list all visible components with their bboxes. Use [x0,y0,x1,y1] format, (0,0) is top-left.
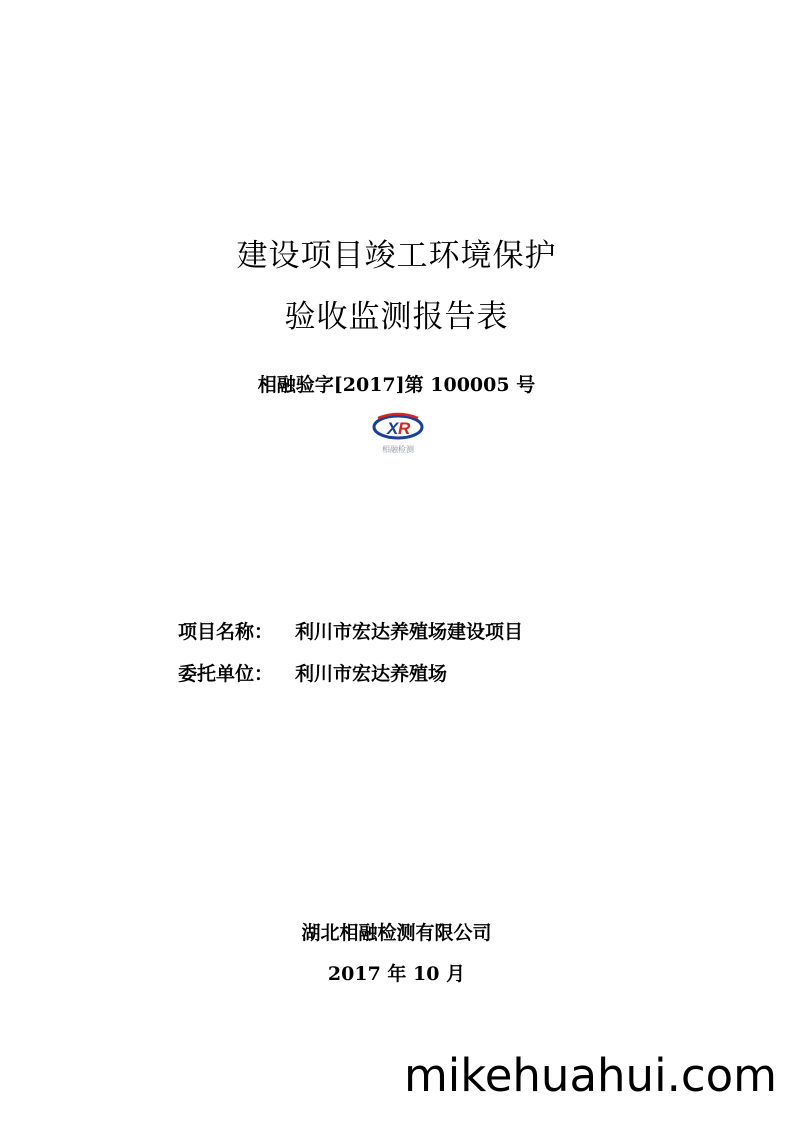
project-name-value: 利川市宏达养殖场建设项目 [295,621,524,643]
project-name-row [178,618,523,646]
project-name-label: 项目名称： [178,621,274,643]
company-name: 湖北相融检测有限公司 [301,922,492,944]
logo-letter-r: R [398,419,411,438]
report-date: 2017 年 10 月 [327,963,466,985]
client-value: 利川市宏达养殖场 [295,663,448,685]
xr-company-logo-icon [370,412,426,456]
client-label: 委托单位： [178,663,274,685]
logo-caption: 相融检测 [382,445,414,454]
logo-graphic [370,412,426,456]
report-number: 相融验字[2017]第 100005 号 [257,374,536,396]
watermark-text: mikehuahui.com [403,1049,777,1102]
report-title-line-1: 建设项目竣工环境保护 [236,238,557,274]
logo-letter-x: X [387,419,399,438]
client-row [178,660,447,688]
report-title-line-2: 验收监测报告表 [284,299,509,335]
